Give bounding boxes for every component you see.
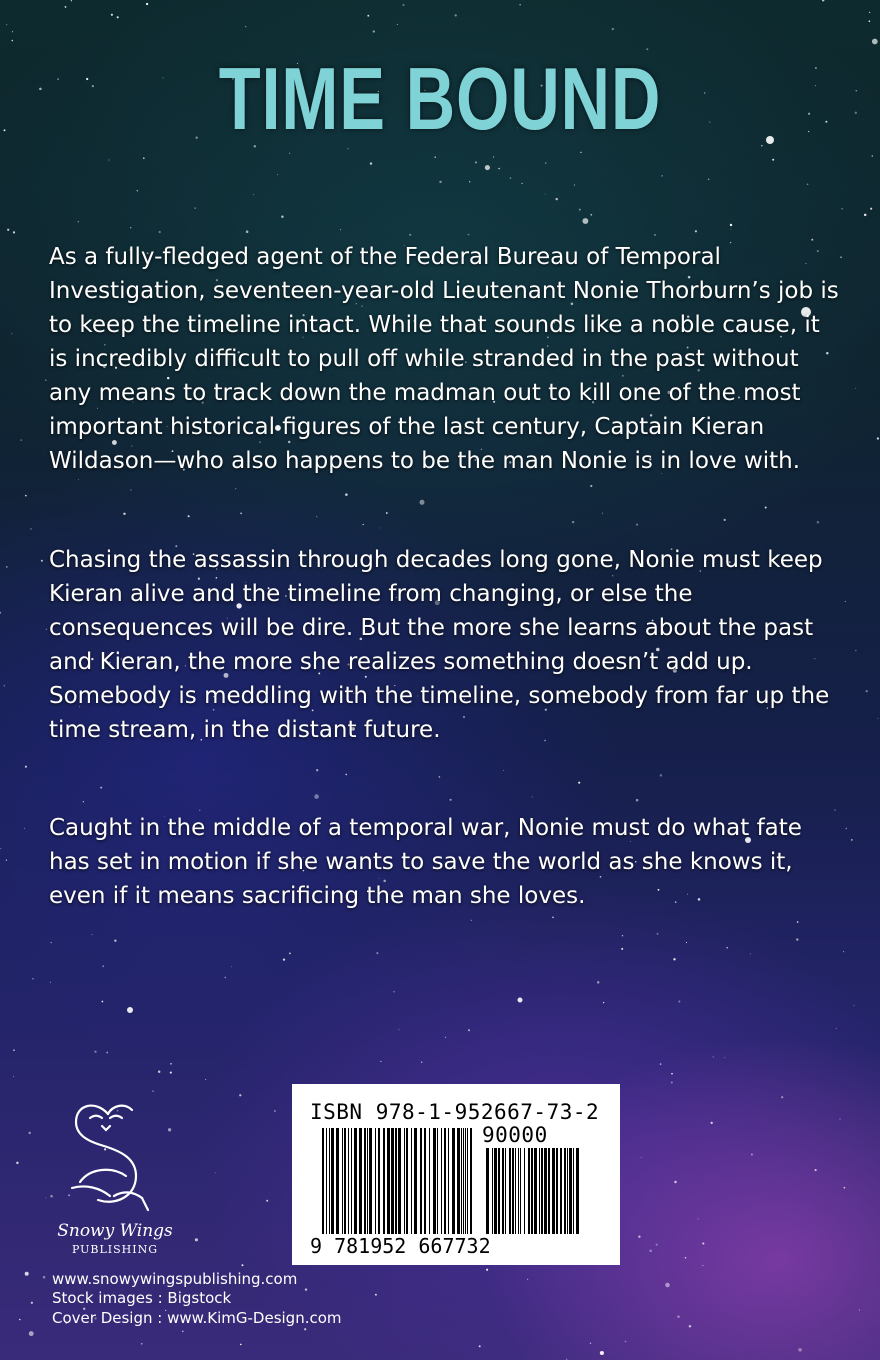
price-code: 90000 (482, 1123, 548, 1147)
publisher-website-link[interactable]: www.snowywingspublishing.com (52, 1270, 298, 1288)
barcode-addon-icon (486, 1148, 580, 1234)
stock-images-credit: Stock images : Bigstock (52, 1289, 232, 1307)
publisher-name: Snowy Wings (57, 1221, 173, 1241)
blurb-paragraph: Caught in the middle of a temporal war, Nonie must do what fate has set in motion if she wants to save the world as she knows it, even if it means sacrificing the man she loves. (49, 815, 802, 909)
publisher-subtitle: PUBLISHING (71, 1243, 159, 1256)
isbn-barcode-box (292, 1084, 620, 1265)
barcode-digits: 9 781952 667732 (310, 1234, 491, 1258)
book-title: TIME BOUND (218, 49, 662, 148)
blurb-paragraph: As a fully-fledged agent of the Federal Bureau of Temporal Investigation, seventeen-year-old Lieutenant Nonie Thorburn’s job is to keep the timeline intact. While that sounds like a noble cause, it is incredibly difficult to pull off while stranded in the past without any means to track down the madman out to kill one of the most important historical figures of the last century, Captain Kieran Wildason—who also happens to be the man Nonie is in love with. (49, 244, 839, 474)
isbn-label: ISBN 978-1-952667-73-2 (310, 1100, 600, 1124)
barcode-icon (322, 1128, 472, 1234)
cover-design-credit: Cover Design : www.KimG-Design.com (52, 1309, 342, 1327)
blurb-paragraph: Chasing the assassin through decades long gone, Nonie must keep Kieran alive and the timeline from changing, or else the consequences will be dire. But the more she learns about the past and Kieran, the more she realizes something doesn’t add up. Somebody is meddling with the timeline, somebody from far up the time stream, in the distant future. (49, 547, 830, 743)
